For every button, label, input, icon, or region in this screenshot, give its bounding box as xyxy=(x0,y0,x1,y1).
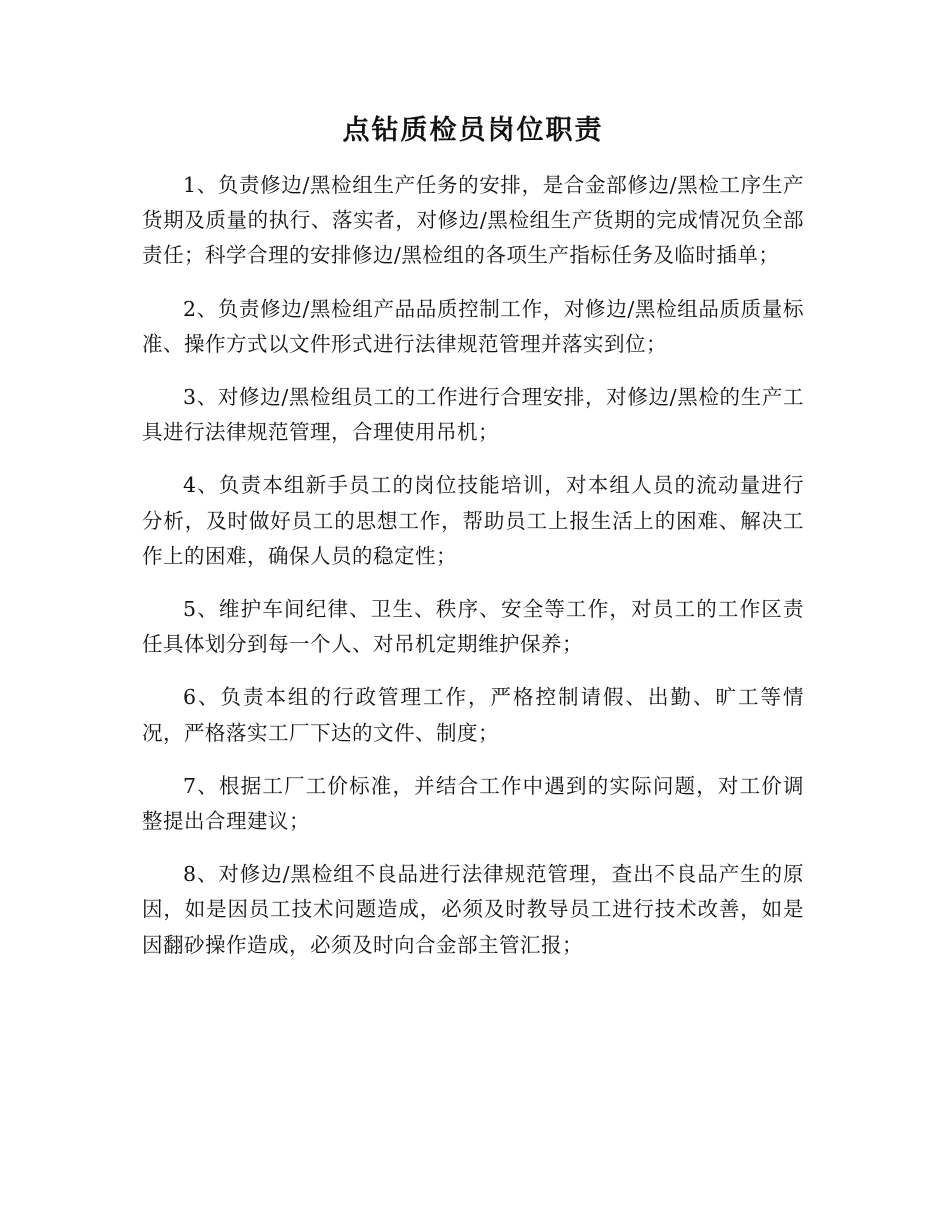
document-page xyxy=(142,108,804,981)
duty-paragraph-5: 5、维护车间纪律、卫生、秩序、安全等工作，对员工的工作区责任具体划分到每一个人、对吊机定期维护保养； xyxy=(142,597,804,657)
duty-paragraph-7: 7、根据工厂工价标准，并结合工作中遇到的实际问题，对工价调整提出合理建议； xyxy=(142,773,804,834)
duty-paragraph-4: 4、负责本组新手员工的岗位技能培训，对本组人员的流动量进行分析，及时做好员工的思想工作，帮助员工上报生活上的困难、解决工作上的困难，确保人员的稳定性； xyxy=(142,473,804,568)
duty-paragraph-2: 2、负责修边/黑检组产品品质控制工作，对修边/黑检组品质质量标准、操作方式以文件形式进行法律规范管理并落实到位； xyxy=(142,296,804,356)
duty-paragraph-6: 6、负责本组的行政管理工作，严格控制请假、出勤、旷工等情况，严格落实工厂下达的文件、制度； xyxy=(142,685,804,745)
duty-paragraph-3: 3、对修边/黑检组员工的工作进行合理安排，对修边/黑检的生产工具进行法律规范管理，合理使用吊机； xyxy=(142,385,804,445)
duty-paragraph-1: 1、负责修边/黑检组生产任务的安排，是合金部修边/黑检工序生产货期及质量的执行、落实者，对修边/黑检组生产货期的完成情况负全部责任；科学合理的安排修边/黑检组的各项生产指标任务及临时插单； xyxy=(142,173,804,268)
document-title: 点钻质检员岗位职责 xyxy=(342,115,604,146)
duty-paragraph-8: 8、对修边/黑检组不良品进行法律规范管理，查出不良品产生的原因，如是因员工技术问题造成，必须及时教导员工进行技术改善，如是因翻砂操作造成，必须及时向合金部主管汇报； xyxy=(142,862,804,957)
